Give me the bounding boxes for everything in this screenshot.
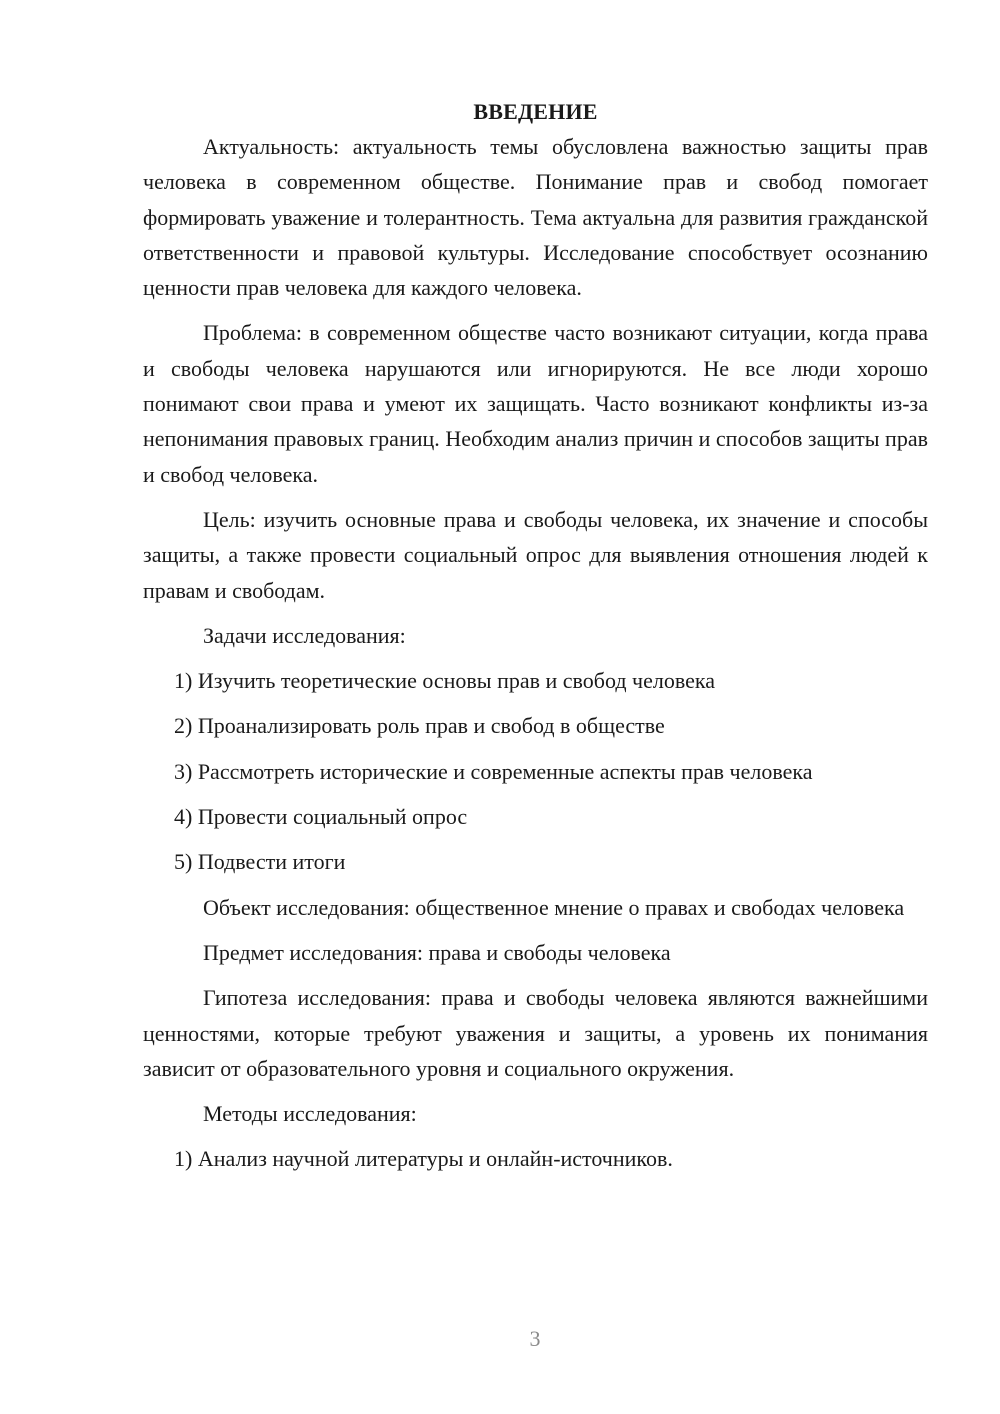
list-item: 2) Проанализировать роль прав и свобод в обществе [174,713,665,739]
list-item: 1) Изучить теоретические основы прав и свобод человека [174,668,715,694]
methods-list [143,1141,928,1176]
document-page [143,94,928,1187]
list-item: 1) Анализ научной литературы и онлайн-источников. [174,1146,673,1172]
paragraph-relevance: Актуальность: актуальность темы обусловлена важностью защиты прав человека в современном обществе. Понимание прав и свобод помогает формировать уважение и толерантность. Тема актуальна для развития гражданской ответственности и правовой культуры. Исследование способствует осознанию ценности прав человека для каждого человека. [143,134,928,301]
list-item: 5) Подвести итоги [174,849,346,875]
tasks-label: Задачи исследования: [203,622,406,648]
paragraph-hypothesis: Гипотеза исследования: права и свободы человека являются важнейшими ценностями, которые требуют уважения и защиты, а уровень их понимания зависит от образовательного уровня и социального окружения. [143,985,928,1081]
section-heading: ВВЕДЕНИЕ [473,99,598,124]
list-item: 3) Рассмотреть исторические и современные аспекты прав человека [174,758,813,784]
paragraph-object: Объект исследования: общественное мнение о правах и свободах человека [203,894,905,920]
page-number: 3 [529,1326,541,1351]
tasks-list [143,663,928,879]
methods-label: Методы исследования: [203,1101,417,1127]
paragraph-goal: Цель: изучить основные права и свободы человека, их значение и способы защиты, а также провести социальный опрос для выявления отношения людей к правам и свободам. [143,506,928,603]
list-item: 4) Провести социальный опрос [174,804,468,830]
paragraph-subject: Предмет исследования: права и свободы человека [203,939,671,965]
paragraph-problem: Проблема: в современном обществе часто возникают ситуации, когда права и свободы человека нарушаются или игнорируются. Не все люди хорошо понимают свои права и умеют их защищать. Часто возникают конфликты из-за непонимания правовых границ. Необходим анализ причин и способов защиты прав и свобод человека. [143,320,928,487]
